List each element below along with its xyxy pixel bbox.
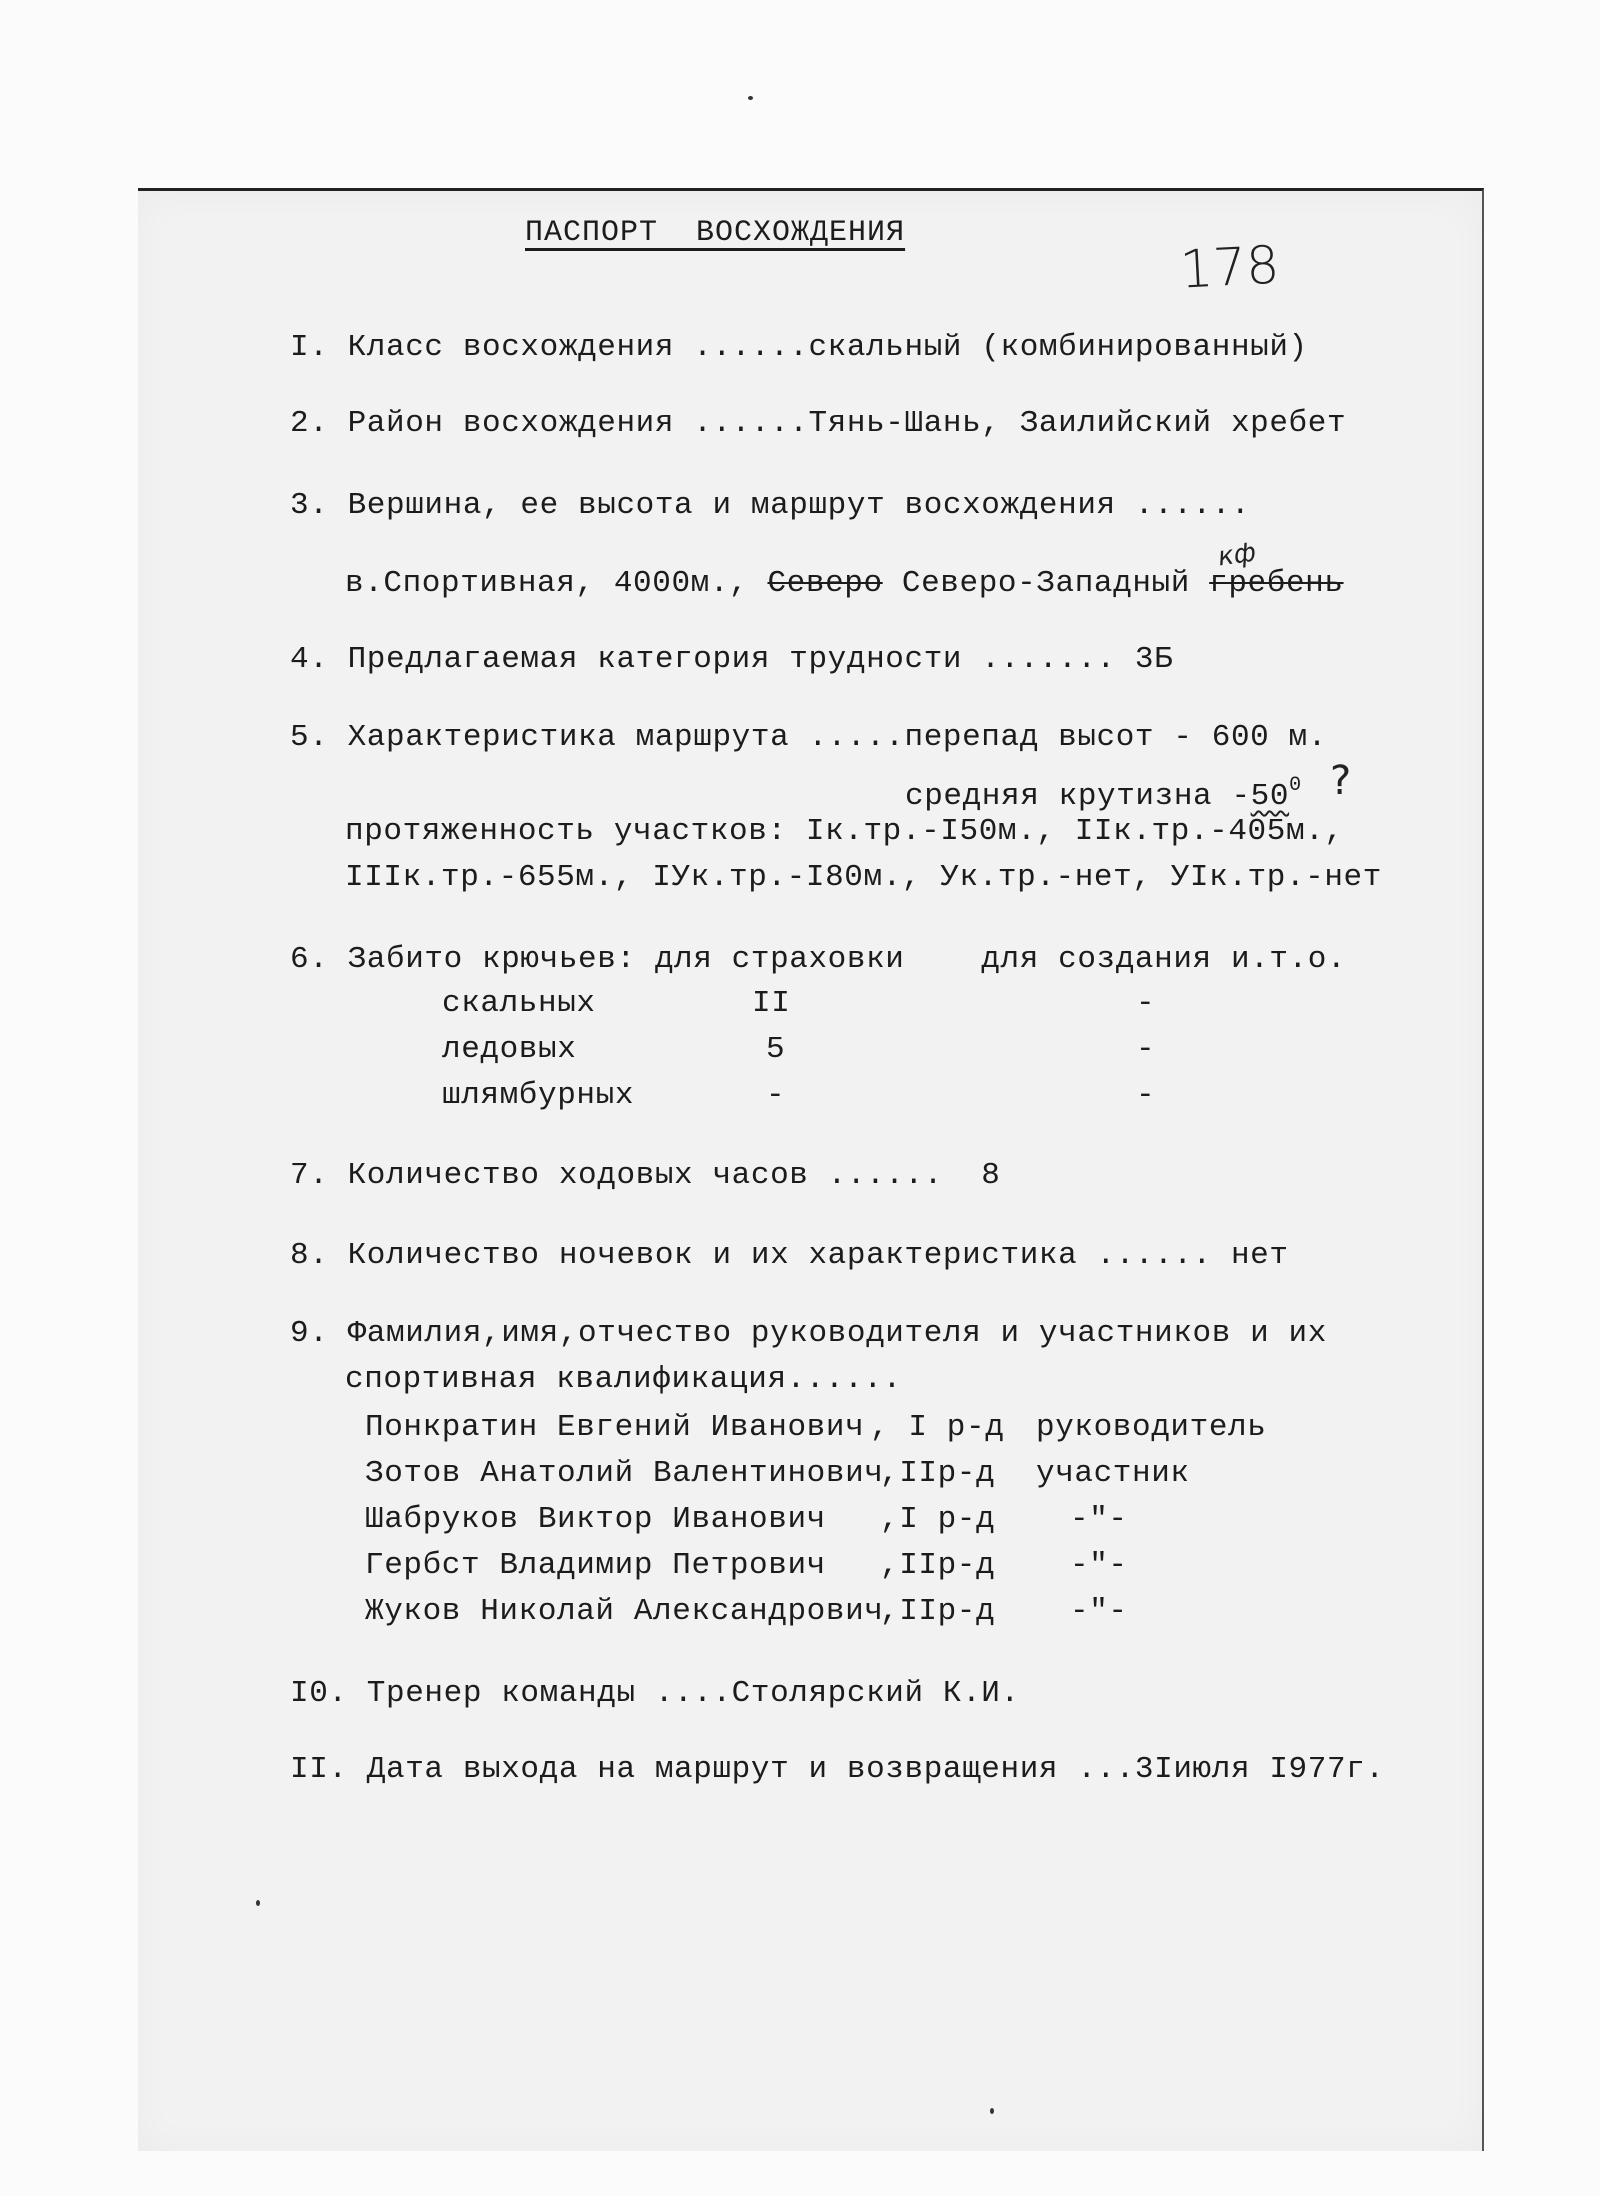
piton-belay-count: 5 bbox=[766, 1032, 786, 1067]
participant-name: Жуков Николай Александрович bbox=[365, 1594, 884, 1629]
participant-rank: ,I р-д bbox=[880, 1502, 996, 1537]
participant-name: Понкратин Евгений Иванович bbox=[365, 1410, 865, 1445]
handwritten-question-mark: ? bbox=[1330, 758, 1352, 804]
participant-rank: ,IIр-д bbox=[880, 1594, 996, 1629]
item-6-pitons-header: 6. Забито крючьев: для страховки для создания и.т.о. bbox=[290, 942, 1347, 977]
piton-belay-count: II bbox=[752, 986, 791, 1021]
participant-role: руководитель bbox=[1036, 1410, 1267, 1445]
dust-speck bbox=[990, 2108, 994, 2114]
steepness-value: 50 bbox=[1250, 779, 1290, 814]
item-2-climb-region: 2. Район восхождения ......Тянь-Шань, Заилийский хребет bbox=[290, 406, 1347, 441]
piton-station-count: - bbox=[1136, 1032, 1156, 1067]
piton-station-count: - bbox=[1136, 986, 1156, 1021]
item-4-difficulty: 4. Предлагаемая категория трудности ....... 3Б bbox=[290, 642, 1174, 677]
participant-role: участник bbox=[1036, 1456, 1190, 1491]
participant-rank: ,IIр-д bbox=[880, 1548, 996, 1583]
item-3-route-detail bbox=[345, 566, 1344, 602]
item-1-climb-class: I. Класс восхождения ......скальный (комбинированный) bbox=[290, 330, 1308, 365]
piton-type: шлямбурных bbox=[442, 1078, 635, 1113]
item-5-avg-steepness bbox=[905, 768, 1302, 815]
item-5-route-characteristics: 5. Характеристика маршрута .....перепад высот - 600 м. bbox=[290, 720, 1327, 755]
participant-rank: , I р-д bbox=[870, 1410, 1005, 1445]
handwritten-correction: кф bbox=[1216, 537, 1258, 573]
piton-type: скальных bbox=[442, 986, 596, 1021]
item-5-section-lengths-2: IIIк.тр.-655м., IУк.тр.-I80м., Ук.тр.-нет, УIк.тр.-нет bbox=[345, 860, 1382, 895]
participant-rank: ,IIр-д bbox=[880, 1456, 996, 1491]
participant-name: Шабруков Виктор Иванович bbox=[365, 1502, 826, 1537]
participant-name: Гербст Владимир Петрович bbox=[365, 1548, 826, 1583]
piton-station-count: - bbox=[1136, 1078, 1156, 1113]
item-10-coach: I0. Тренер команды ....Столярский К.И. bbox=[290, 1676, 1020, 1711]
participant-name: Зотов Анатолий Валентинович bbox=[365, 1456, 884, 1491]
item-9-team-header: 9. Фамилия,имя,отчество руководителя и участников и их bbox=[290, 1316, 1327, 1351]
item-11-dates: II. Дата выхода на маршрут и возвращения ...3Iиюля I977г. bbox=[290, 1752, 1385, 1787]
struck-word-1: Северо bbox=[767, 566, 883, 601]
dust-speck bbox=[748, 96, 753, 100]
item-5-section-lengths-1: протяженность участков: Iк.тр.-I50м., IIк.тр.-405м., bbox=[345, 814, 1344, 849]
piton-type: ледовых bbox=[442, 1032, 577, 1067]
item-9-qualification-label: спортивная квалификация...... bbox=[345, 1362, 902, 1397]
participant-role: -"- bbox=[1070, 1502, 1128, 1537]
piton-belay-count: - bbox=[766, 1078, 786, 1113]
participant-role: -"- bbox=[1070, 1594, 1128, 1629]
participant-role: -"- bbox=[1070, 1548, 1128, 1583]
item-8-bivouacs: 8. Количество ночевок и их характеристика ...... нет bbox=[290, 1238, 1289, 1273]
handwritten-page-number: 178 bbox=[1178, 235, 1281, 301]
degree-sign: 0 bbox=[1289, 774, 1302, 797]
dust-speck bbox=[256, 1900, 260, 1906]
summit-name: в.Спортивная, 4000м., bbox=[345, 566, 768, 601]
route-direction: Северо-Западный bbox=[882, 566, 1210, 601]
document-title: ПАСПОРТ ВОСХОЖДЕНИЯ bbox=[525, 216, 906, 250]
struck-word-2: гребень bbox=[1209, 566, 1344, 601]
item-7-walking-hours: 7. Количество ходовых часов ...... 8 bbox=[290, 1158, 1001, 1193]
item-3-summit-route: 3. Вершина, ее высота и маршрут восхождения ...... bbox=[290, 488, 1251, 523]
steepness-label: средняя крутизна - bbox=[905, 779, 1251, 814]
